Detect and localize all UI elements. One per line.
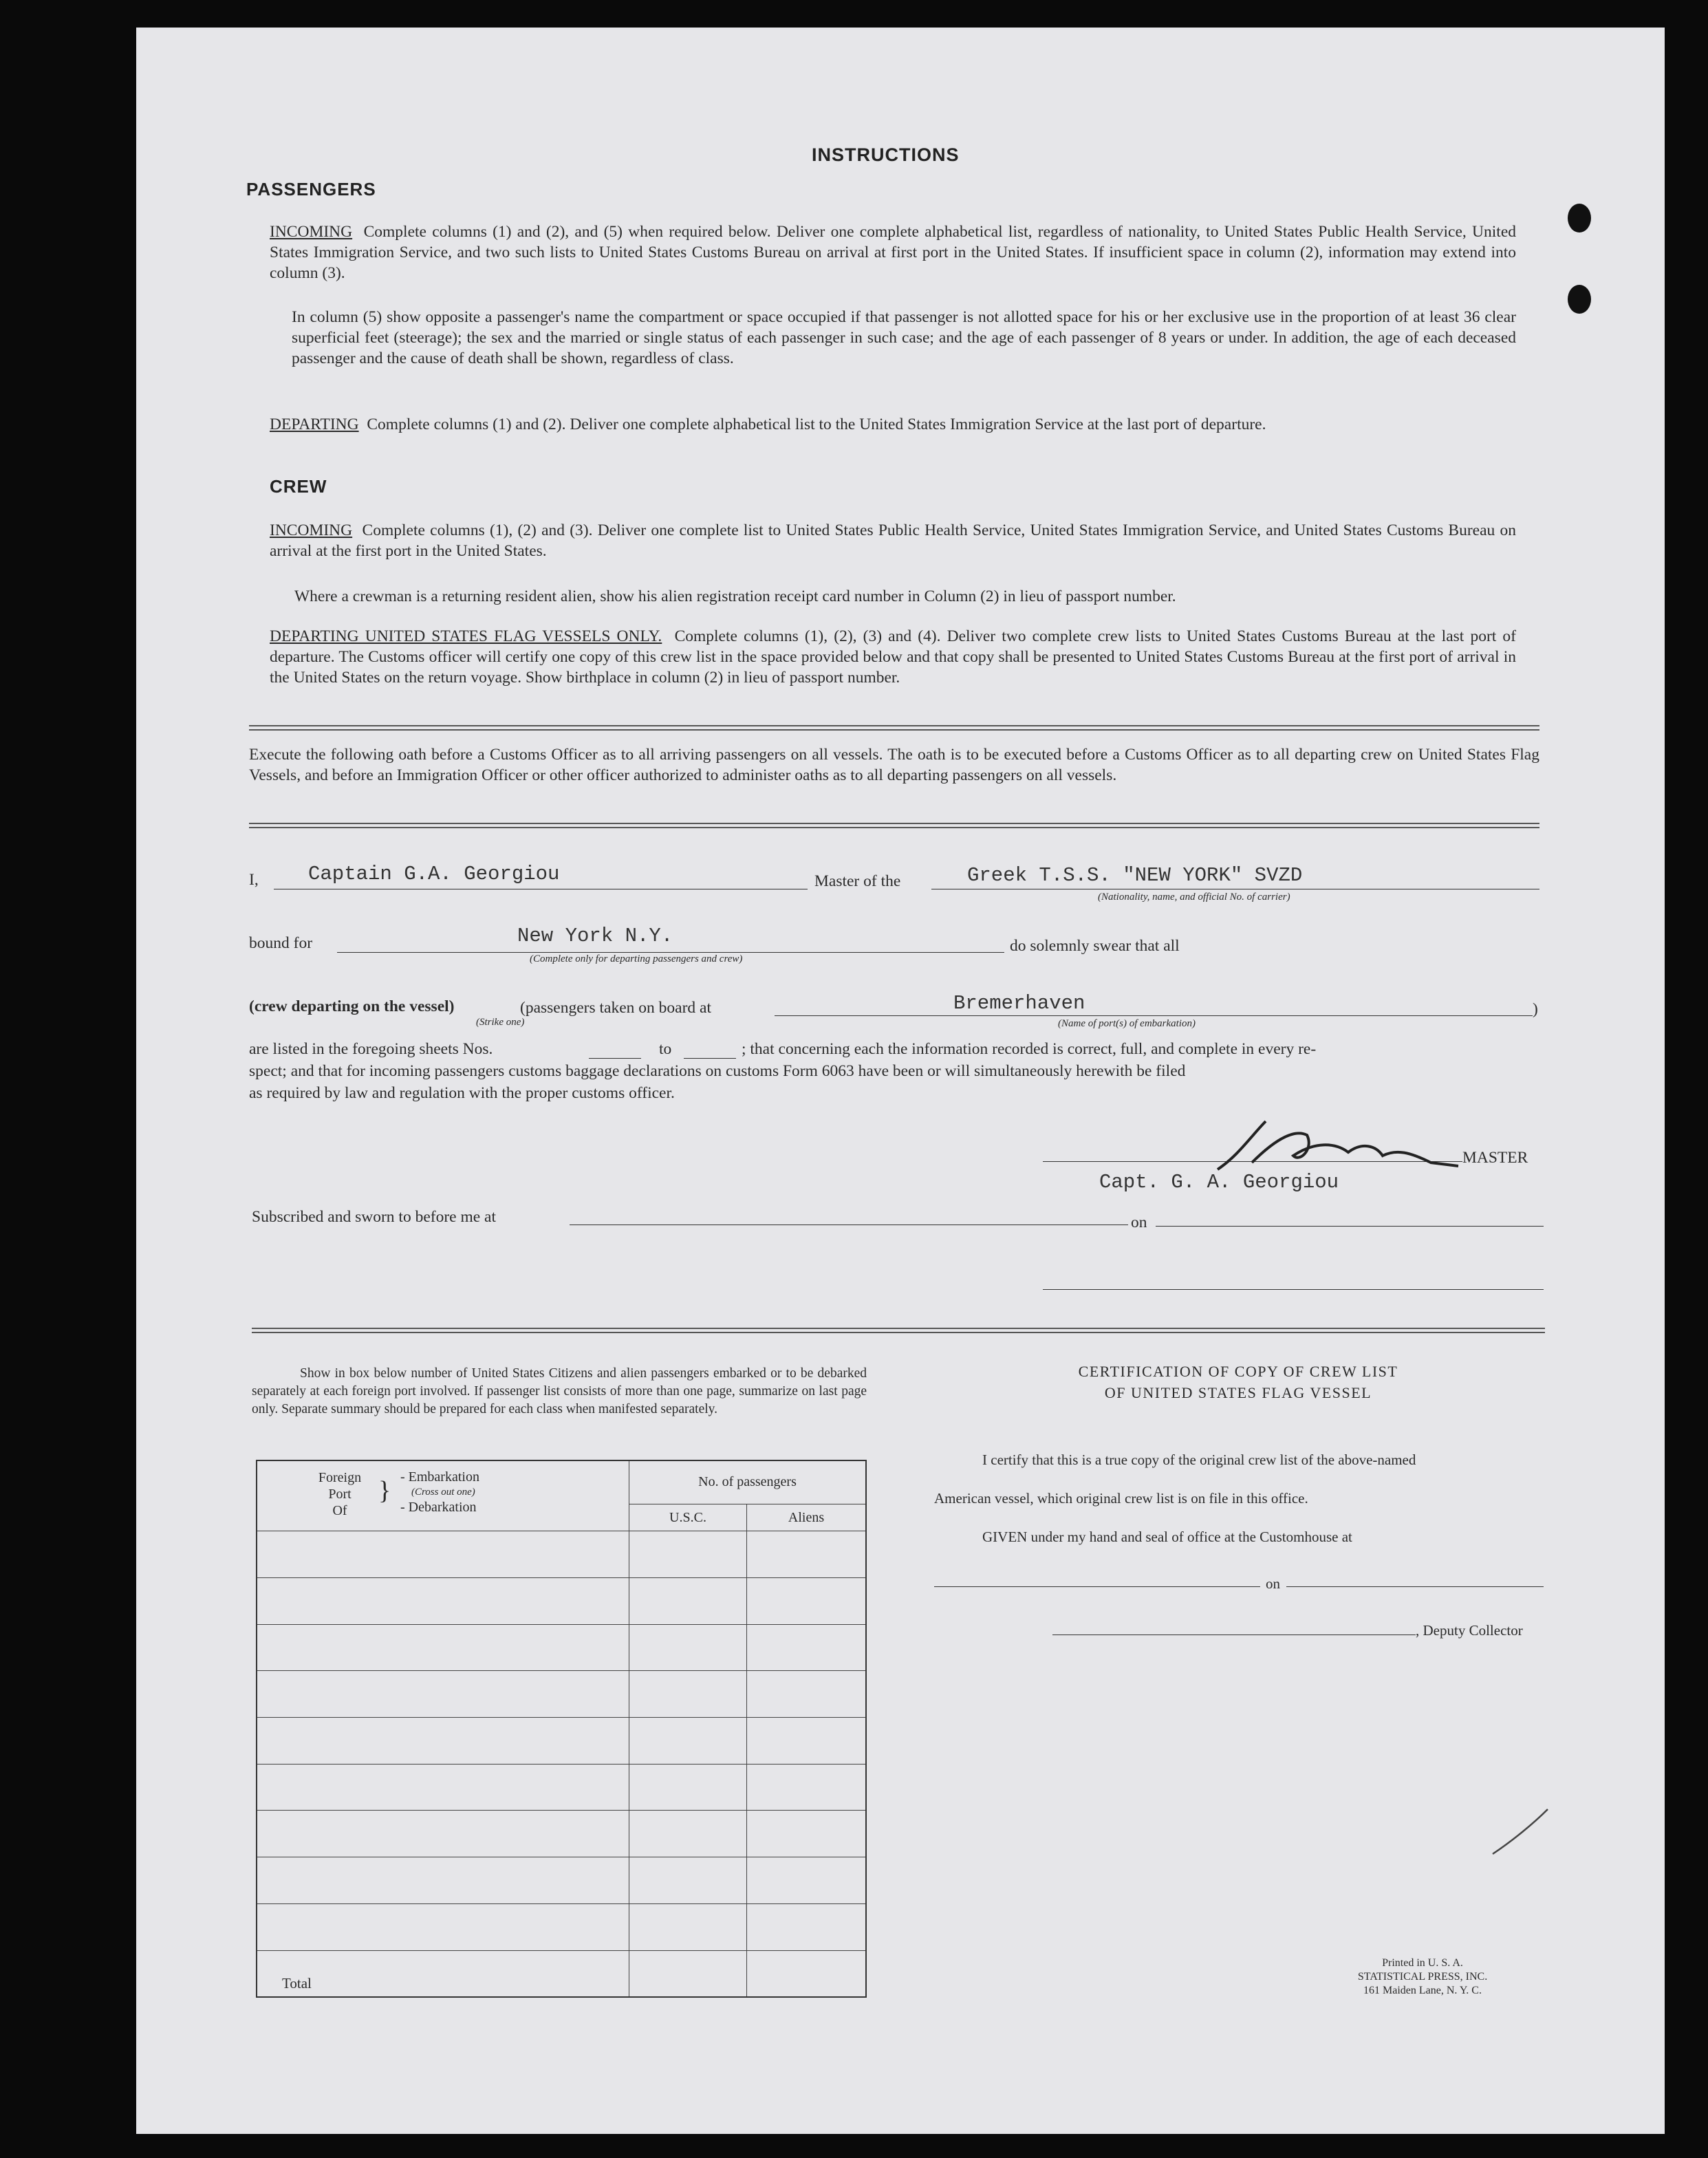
port-cell[interactable]	[257, 1811, 629, 1857]
aliens-cell[interactable]	[747, 1624, 867, 1671]
section-divider	[252, 1328, 1545, 1333]
crew-departing-label: DEPARTING UNITED STATES FLAG VESSELS ONLY.	[270, 627, 662, 645]
usc-cell[interactable]	[629, 1811, 747, 1857]
aliens-cell[interactable]	[747, 1577, 867, 1624]
cross-out-caption: (Cross out one)	[411, 1487, 475, 1498]
column5-paragraph: In column (5) show opposite a passenger's name the compartment or space occupied if that passenger is not allotted space for his or her exclusive use in the proportion of at least 36 clear superficial feet (steerage); the sex and the married or single status of each passenger in such case; and the age of each passenger of 8 years or under. In addition, the age of each deceased passenger and the cause of death shall be shown, regardless of class.	[292, 308, 1516, 367]
passengers-departing-text: Complete columns (1) and (2). Deliver one complete alphabetical list to the United States Immigration Service at the last port of departure.	[367, 416, 1266, 433]
aliens-header: Aliens	[747, 1504, 867, 1531]
certify-line3: GIVEN under my hand and seal of office at the Customhouse at	[982, 1529, 1352, 1545]
sheets-to-line[interactable]	[684, 1058, 736, 1059]
typed-signature: Capt. G. A. Georgiou	[1099, 1171, 1339, 1194]
deputy-collector-label: , Deputy Collector	[1416, 1622, 1523, 1639]
printer-line1: Printed in U. S. A.	[1382, 1957, 1463, 1969]
port-cell[interactable]	[257, 1531, 629, 1578]
crew-incoming-text: Complete columns (1), (2) and (3). Deliver one complete list to United States Public Health Service, United States Immigration Service, and United States Customs Bureau on arrival at the first port in the United States.	[270, 521, 1516, 560]
total-label: Total	[257, 1950, 629, 1997]
port-cell[interactable]	[257, 1857, 629, 1904]
officer-signature-line[interactable]	[1043, 1289, 1544, 1290]
punch-hole	[1568, 204, 1591, 233]
punch-hole	[1568, 285, 1591, 314]
printer-line2: STATISTICAL PRESS, INC.	[1357, 1971, 1488, 1983]
usc-cell[interactable]	[629, 1624, 747, 1671]
foreign-label: Foreign	[318, 1470, 362, 1485]
aliens-cell[interactable]	[747, 1903, 867, 1950]
sworn-on-label: on	[1131, 1213, 1147, 1231]
master-of-label: Master of the	[814, 872, 901, 890]
usc-cell[interactable]	[629, 1718, 747, 1765]
port-header-cell	[257, 1460, 629, 1531]
no-passengers-header: No. of passengers	[629, 1460, 867, 1504]
port-label: Port	[328, 1487, 352, 1502]
passenger-summary-table	[256, 1460, 867, 1998]
embark-debark-options	[400, 1469, 479, 1515]
port-cell[interactable]	[257, 1671, 629, 1718]
passengers-heading: PASSENGERS	[246, 179, 376, 199]
passengers-departing-paragraph	[270, 414, 1516, 435]
oath-intro: Execute the following oath before a Customs Officer as to all arriving passengers on all vessels. The oath is to be executed before a Customs Officer as to all departing crew on United States Flag Vessels, and before an Immigration Officer or other officer authorized to administer oaths as to all departing passengers on all vessels.	[249, 746, 1539, 784]
aliens-cell[interactable]	[747, 1764, 867, 1811]
usc-cell[interactable]	[629, 1577, 747, 1624]
certification-title	[936, 1361, 1541, 1403]
total-aliens-cell[interactable]	[747, 1950, 867, 1997]
sworn-date-line[interactable]	[1156, 1226, 1544, 1227]
usc-cell[interactable]	[629, 1531, 747, 1578]
section-divider	[249, 823, 1539, 828]
summary-note: Show in box below number of United States Citizens and alien passengers embarked or to be debarked separately at each foreign port involved. If passenger list consists of more than one page, summarize on last page only. Separate summary should be prepared for each class when manifested separately.	[252, 1366, 867, 1416]
usc-cell[interactable]	[629, 1903, 747, 1950]
certify-on-label: on	[1266, 1575, 1280, 1592]
oath-i-label: I,	[249, 871, 259, 889]
total-usc-cell[interactable]	[629, 1950, 747, 1997]
customhouse-line[interactable]	[934, 1586, 1260, 1587]
of-label: Of	[332, 1503, 347, 1518]
pen-stroke-mark	[1486, 1802, 1555, 1857]
listed-sheets-label: are listed in the foregoing sheets Nos.	[249, 1040, 493, 1058]
vessel-field[interactable]: Greek T.S.S. "NEW YORK" SVZD	[967, 864, 1303, 887]
usc-cell[interactable]	[629, 1671, 747, 1718]
strike-one-caption: (Strike one)	[476, 1017, 525, 1028]
crew-heading: CREW	[270, 476, 327, 497]
passengers-taken-option: (passengers taken on board at	[520, 999, 711, 1017]
aliens-cell[interactable]	[747, 1671, 867, 1718]
aliens-cell[interactable]	[747, 1718, 867, 1765]
aliens-cell[interactable]	[747, 1531, 867, 1578]
port-line	[775, 1015, 1533, 1016]
master-name-field[interactable]: Captain G.A. Georgiou	[308, 863, 560, 885]
section-divider	[249, 725, 1539, 731]
destination-field[interactable]: New York N.Y.	[517, 925, 673, 947]
listed-text-d: as required by law and regulation with the proper customs officer.	[249, 1084, 675, 1102]
certify-line2: American vessel, which original crew list is on file in this office.	[934, 1490, 1308, 1507]
master-label: MASTER	[1462, 1149, 1528, 1167]
aliens-cell[interactable]	[747, 1811, 867, 1857]
port-cell[interactable]	[257, 1624, 629, 1671]
listed-to-label: to	[659, 1040, 672, 1058]
passengers-incoming-text: Complete columns (1) and (2), and (5) when required below. Deliver one complete alphabetical list, regardless of nationality, to United States Public Health Service, United States Immigration Service, and two such lists to United States Customs Bureau on arrival at first port in the United States. If insufficient space in column (2), information may extend into column (3).	[270, 223, 1516, 282]
crew-departing-text: Complete columns (1), (2), (3) and (4). Deliver two complete crew lists to United States Customs Bureau at the last port of departure. The Customs officer will certify one copy of this crew list in the space provided below and that copy shall be presented to United States Customs Bureau at the first port of arrival in the United States on the return voyage. Show birthplace in column (2) in lieu of passport number.	[270, 627, 1517, 687]
printer-imprint	[1340, 1956, 1505, 1998]
crew-resident-paragraph: Where a crewman is a returning resident alien, show his alien registration receipt card number in Column (2) in lieu of passport number.	[294, 587, 1176, 605]
passengers-incoming-paragraph	[270, 222, 1516, 283]
listed-text-c: spect; and that for incoming passengers customs baggage declarations on customs Form 6063 have been or will simultaneously herewith be filed	[249, 1062, 1186, 1080]
sheets-from-line[interactable]	[589, 1058, 641, 1059]
listed-text-b: ; that concerning each the information recorded is correct, full, and complete in every re-	[742, 1040, 1317, 1058]
crew-incoming-label: INCOMING	[270, 521, 353, 539]
passengers-incoming-label: INCOMING	[270, 223, 353, 241]
printer-line3: 161 Maiden Lane, N. Y. C.	[1363, 1985, 1482, 1996]
close-paren: )	[1533, 1000, 1538, 1018]
aliens-cell[interactable]	[747, 1857, 867, 1904]
certification-title-line2: OF UNITED STATES FLAG VESSEL	[1104, 1384, 1372, 1401]
subscribed-place-line[interactable]	[570, 1224, 1128, 1225]
foreign-port-of	[305, 1469, 374, 1519]
port-caption: (Name of port(s) of embarkation)	[1058, 1018, 1196, 1029]
crew-departing-option-text: (crew departing on the vessel)	[249, 997, 455, 1015]
port-cell[interactable]	[257, 1764, 629, 1811]
certification-title-line1: CERTIFICATION OF COPY OF CREW LIST	[1078, 1363, 1398, 1380]
swear-label: do solemnly swear that all	[1010, 937, 1180, 955]
debarkation-option[interactable]: - Debarkation	[400, 1500, 477, 1515]
certify-date-line[interactable]	[1286, 1586, 1544, 1587]
vessel-caption: (Nationality, name, and official No. of carrier)	[1098, 892, 1290, 903]
brace-icon: }	[378, 1476, 391, 1505]
port-cell[interactable]	[257, 1903, 629, 1950]
passengers-departing-label: DEPARTING	[270, 416, 359, 433]
subscribed-label: Subscribed and sworn to before me at	[252, 1208, 497, 1226]
destination-caption: (Complete only for departing passengers and crew)	[530, 953, 743, 964]
port-cell[interactable]	[257, 1718, 629, 1765]
destination-line	[337, 952, 1004, 953]
deputy-signature-line[interactable]	[1052, 1634, 1416, 1635]
usc-header: U.S.C.	[629, 1504, 747, 1531]
crew-departing-paragraph	[270, 626, 1516, 688]
embarkation-option[interactable]: - Embarkation	[400, 1469, 479, 1485]
instructions-title: INSTRUCTIONS	[812, 144, 960, 165]
certify-line1: I certify that this is a true copy of the original crew list of the above-named	[982, 1452, 1416, 1468]
usc-cell[interactable]	[629, 1857, 747, 1904]
port-cell[interactable]	[257, 1577, 629, 1624]
crew-departing-option	[249, 996, 455, 1017]
port-field[interactable]: Bremerhaven	[953, 992, 1085, 1015]
usc-cell[interactable]	[629, 1764, 747, 1811]
crew-incoming-paragraph	[270, 520, 1516, 561]
bound-for-label: bound for	[249, 934, 313, 952]
